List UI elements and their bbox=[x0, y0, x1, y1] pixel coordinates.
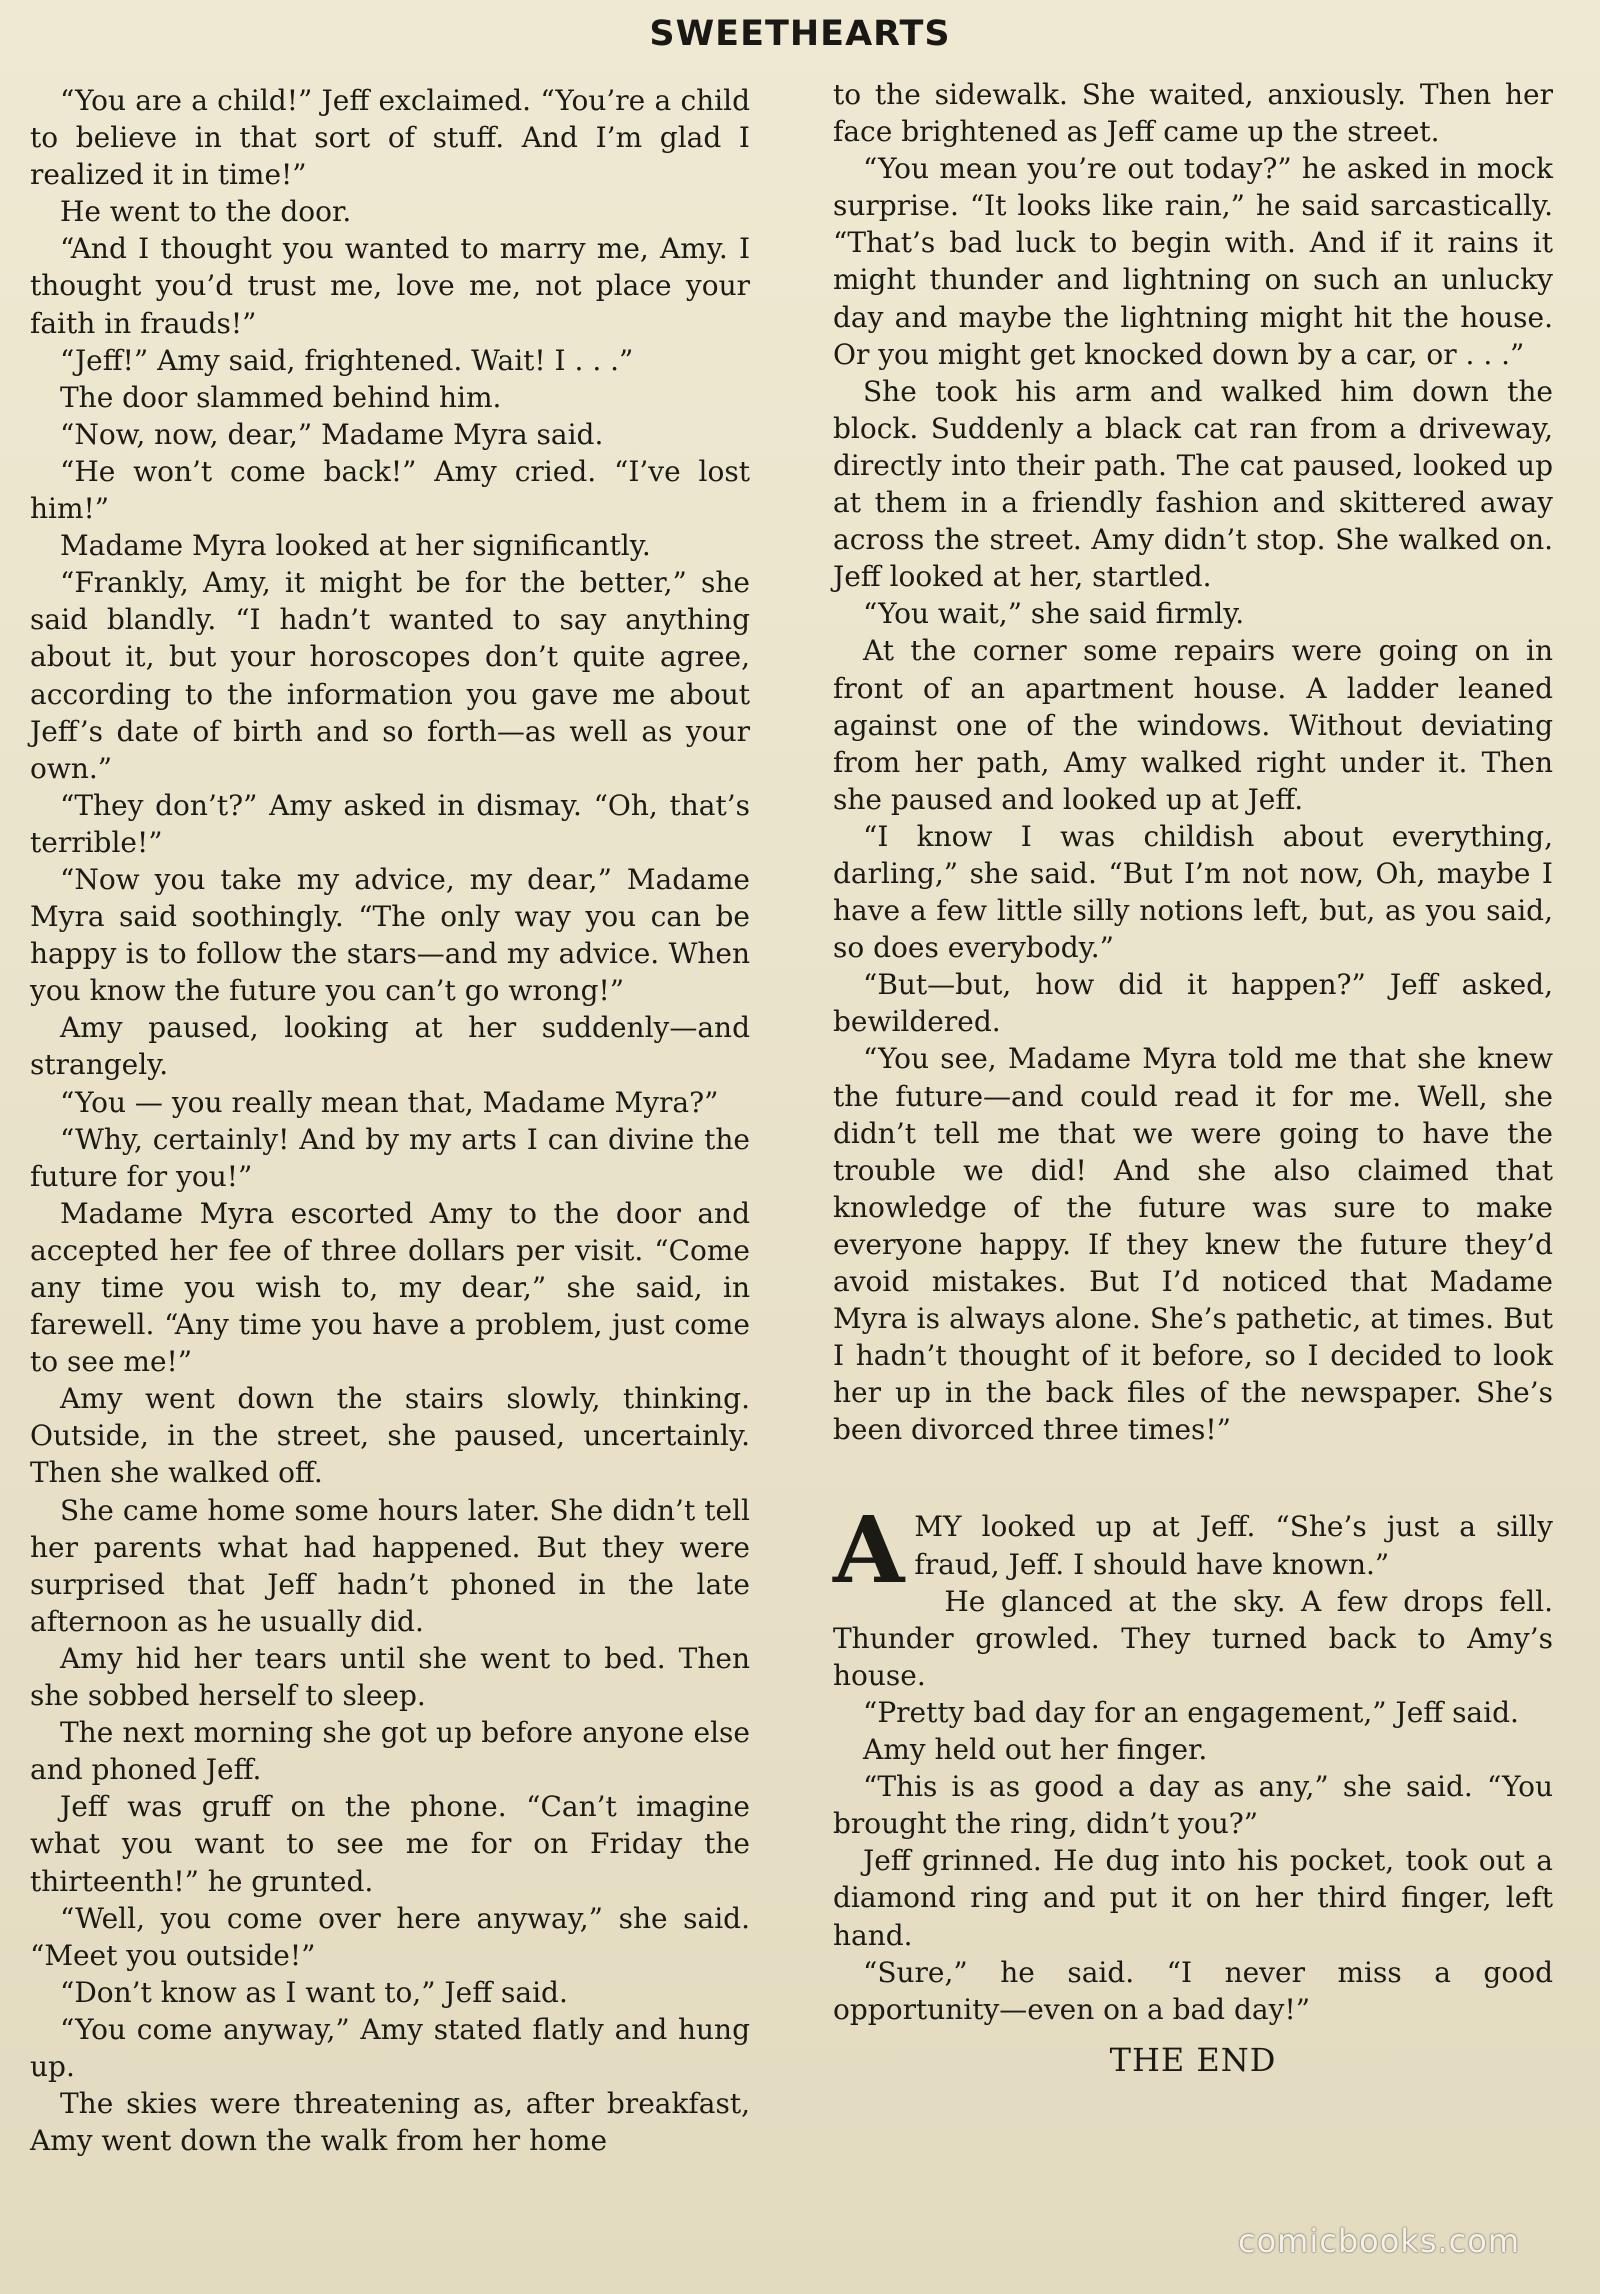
left-column bbox=[30, 82, 750, 2159]
watermark: comicbooks.com bbox=[1237, 2222, 1520, 2260]
paragraph: “Frankly, Amy, it might be for the better,” she said blandly. “I hadn’t wanted to say anything about it, but your horoscopes don’t quite agree, according to the information you gave me about Jeff’s date of birth and so forth—as well as your own.” bbox=[30, 566, 750, 785]
paragraph: “You mean you’re out today?” he asked in mock surprise. “It looks like rain,” he said sarcastically. “That’s bad luck to begin with. And if it rains it might thunder and lightning on such an unlucky day and maybe the lightning might hit the house. Or you might get knocked down by a car, or . . .” bbox=[833, 152, 1553, 371]
paragraph: “You are a child!” Jeff exclaimed. “You’re a child to believe in that sort of stuff. And I’m glad I realized it in time!” bbox=[30, 84, 750, 192]
paragraph: “Now, now, dear,” Madame Myra said. bbox=[60, 417, 604, 451]
paragraph: Madame Myra looked at her significantly. bbox=[60, 529, 651, 563]
paragraph: “Sure,” he said. “I never miss a good opportunity—even on a bad day!” bbox=[833, 1955, 1553, 2026]
the-end: THE END bbox=[1109, 2040, 1277, 2079]
paragraph: The next morning she got up before anyone else and phoned Jeff. bbox=[30, 1716, 750, 1787]
paragraph: “And I thought you wanted to marry me, Amy. I thought you’d trust me, love me, not place your faith in frauds!” bbox=[30, 232, 750, 340]
paragraph: Madame Myra escorted Amy to the door and accepted her fee of three dollars per visit. “Come any time you wish to, my dear,” she said, in farewell. “Any time you have a problem, just come to see me!” bbox=[30, 1196, 750, 1379]
paragraph: “Now you take my advice, my dear,” Madame Myra said soothingly. “The only way you can be happy is to follow the stars—and my advice. When you know the future you can’t go wrong!” bbox=[30, 862, 750, 1008]
paragraph: “He won’t come back!” Amy cried. “I’ve lost him!” bbox=[30, 454, 750, 526]
paragraph: At the corner some repairs were going on in front of an apartment house. A ladder leaned against one of the windows. Without deviating from her path, Amy walked right under it. Then she paused and looked up at Jeff. bbox=[833, 634, 1553, 816]
dropcap-paragraph bbox=[833, 1496, 1553, 1605]
paragraph: He went to the door. bbox=[60, 195, 352, 229]
right-column bbox=[833, 76, 1553, 2079]
paragraph: The door slammed behind him. bbox=[60, 380, 502, 414]
paragraph: “I know I was childish about everything, darling,” she said. “But I’m not now, Oh, maybe I have a few little silly notions left, but, as you said, so does everybody.” bbox=[833, 819, 1553, 965]
page-header: SWEETHEARTS bbox=[649, 14, 951, 54]
right-column-part1 bbox=[833, 76, 1553, 1448]
paragraph: to the sidewalk. She waited, anxiously. Then her face brightened as Jeff came up the street. bbox=[833, 78, 1553, 149]
dropcap-paragraph-text: MY looked up at Jeff. “She’s just a silly fraud, Jeff. I should have known.” bbox=[914, 1510, 1553, 1581]
paragraph: “You wait,” she said firmly. bbox=[863, 597, 1245, 631]
paragraph: “You see, Madame Myra told me that she knew the future—and could read it for me. Well, she didn’t tell me that we were going to have the trouble we did! And she also claimed that knowledge of the future was sure to make everyone happy. If they knew the future they’d avoid mistakes. But I’d noticed that Madame Myra is always alone. She’s pathetic, at times. But I hadn’t thought of it before, so I decided to look her up in the back files of the newspaper. She’s been divorced three times!” bbox=[833, 1042, 1553, 1447]
paragraph: “Jeff!” Amy said, frightened. Wait! I . . .” bbox=[60, 343, 634, 377]
paragraph: Amy held out her finger. bbox=[863, 1733, 1208, 1767]
paragraph: Amy went down the stairs slowly, thinking. Outside, in the street, she paused, uncertainly. Then she walked off. bbox=[30, 1382, 750, 1490]
paragraph: Amy hid her tears until she went to bed. Then she sobbed herself to sleep. bbox=[30, 1641, 750, 1713]
paragraph: “But—but, how did it happen?” Jeff asked, bewildered. bbox=[833, 968, 1553, 1039]
paragraph: The skies were threatening as, after breakfast, Amy went down the walk from her home bbox=[30, 2087, 750, 2158]
section-break bbox=[833, 1448, 1553, 1508]
paragraph: Jeff was gruff on the phone. “Can’t imagine what you want to see me for on Friday the thirteenth!” he grunted. bbox=[30, 1790, 750, 1898]
paragraph: “You — you really mean that, Madame Myra?” bbox=[60, 1085, 719, 1119]
paragraph: “Don’t know as I want to,” Jeff said. bbox=[60, 1975, 568, 2009]
paragraph: She came home some hours later. She didn’t tell her parents what had happened. But they were surprised that Jeff hadn’t phoned in the late afternoon as he usually did. bbox=[30, 1493, 750, 1638]
paragraph: Jeff grinned. He dug into his pocket, took out a diamond ring and put it on her third finger, left hand. bbox=[833, 1844, 1553, 1952]
paragraph: “You come anyway,” Amy stated flatly and hung up. bbox=[30, 2012, 750, 2083]
paragraph: “They don’t?” Amy asked in dismay. “Oh, that’s terrible!” bbox=[30, 788, 750, 859]
paragraph: He glanced at the sky. A few drops fell. Thunder growled. They turned back to Amy’s house. bbox=[833, 1584, 1553, 1692]
paragraph: “This is as good a day as any,” she said. “You brought the ring, didn’t you?” bbox=[833, 1770, 1553, 1841]
paragraph: “Why, certainly! And by my arts I can divine the future for you!” bbox=[30, 1122, 750, 1193]
paragraph: “Well, you come over here anyway,” she said. “Meet you outside!” bbox=[30, 1901, 750, 1972]
paragraph: “Pretty bad day for an engagement,” Jeff said. bbox=[863, 1695, 1519, 1729]
paragraph: She took his arm and walked him down the block. Suddenly a black cat ran from a driveway, directly into their path. The cat paused, looked up at them in a friendly fashion and skittered away across the street. Amy didn’t stop. She walked on. Jeff looked at her, startled. bbox=[833, 374, 1553, 594]
right-column-part2 bbox=[833, 1583, 1553, 2028]
paragraph: Amy paused, looking at her suddenly—and strangely. bbox=[30, 1011, 750, 1082]
drop-cap-letter: A bbox=[833, 1496, 905, 1605]
